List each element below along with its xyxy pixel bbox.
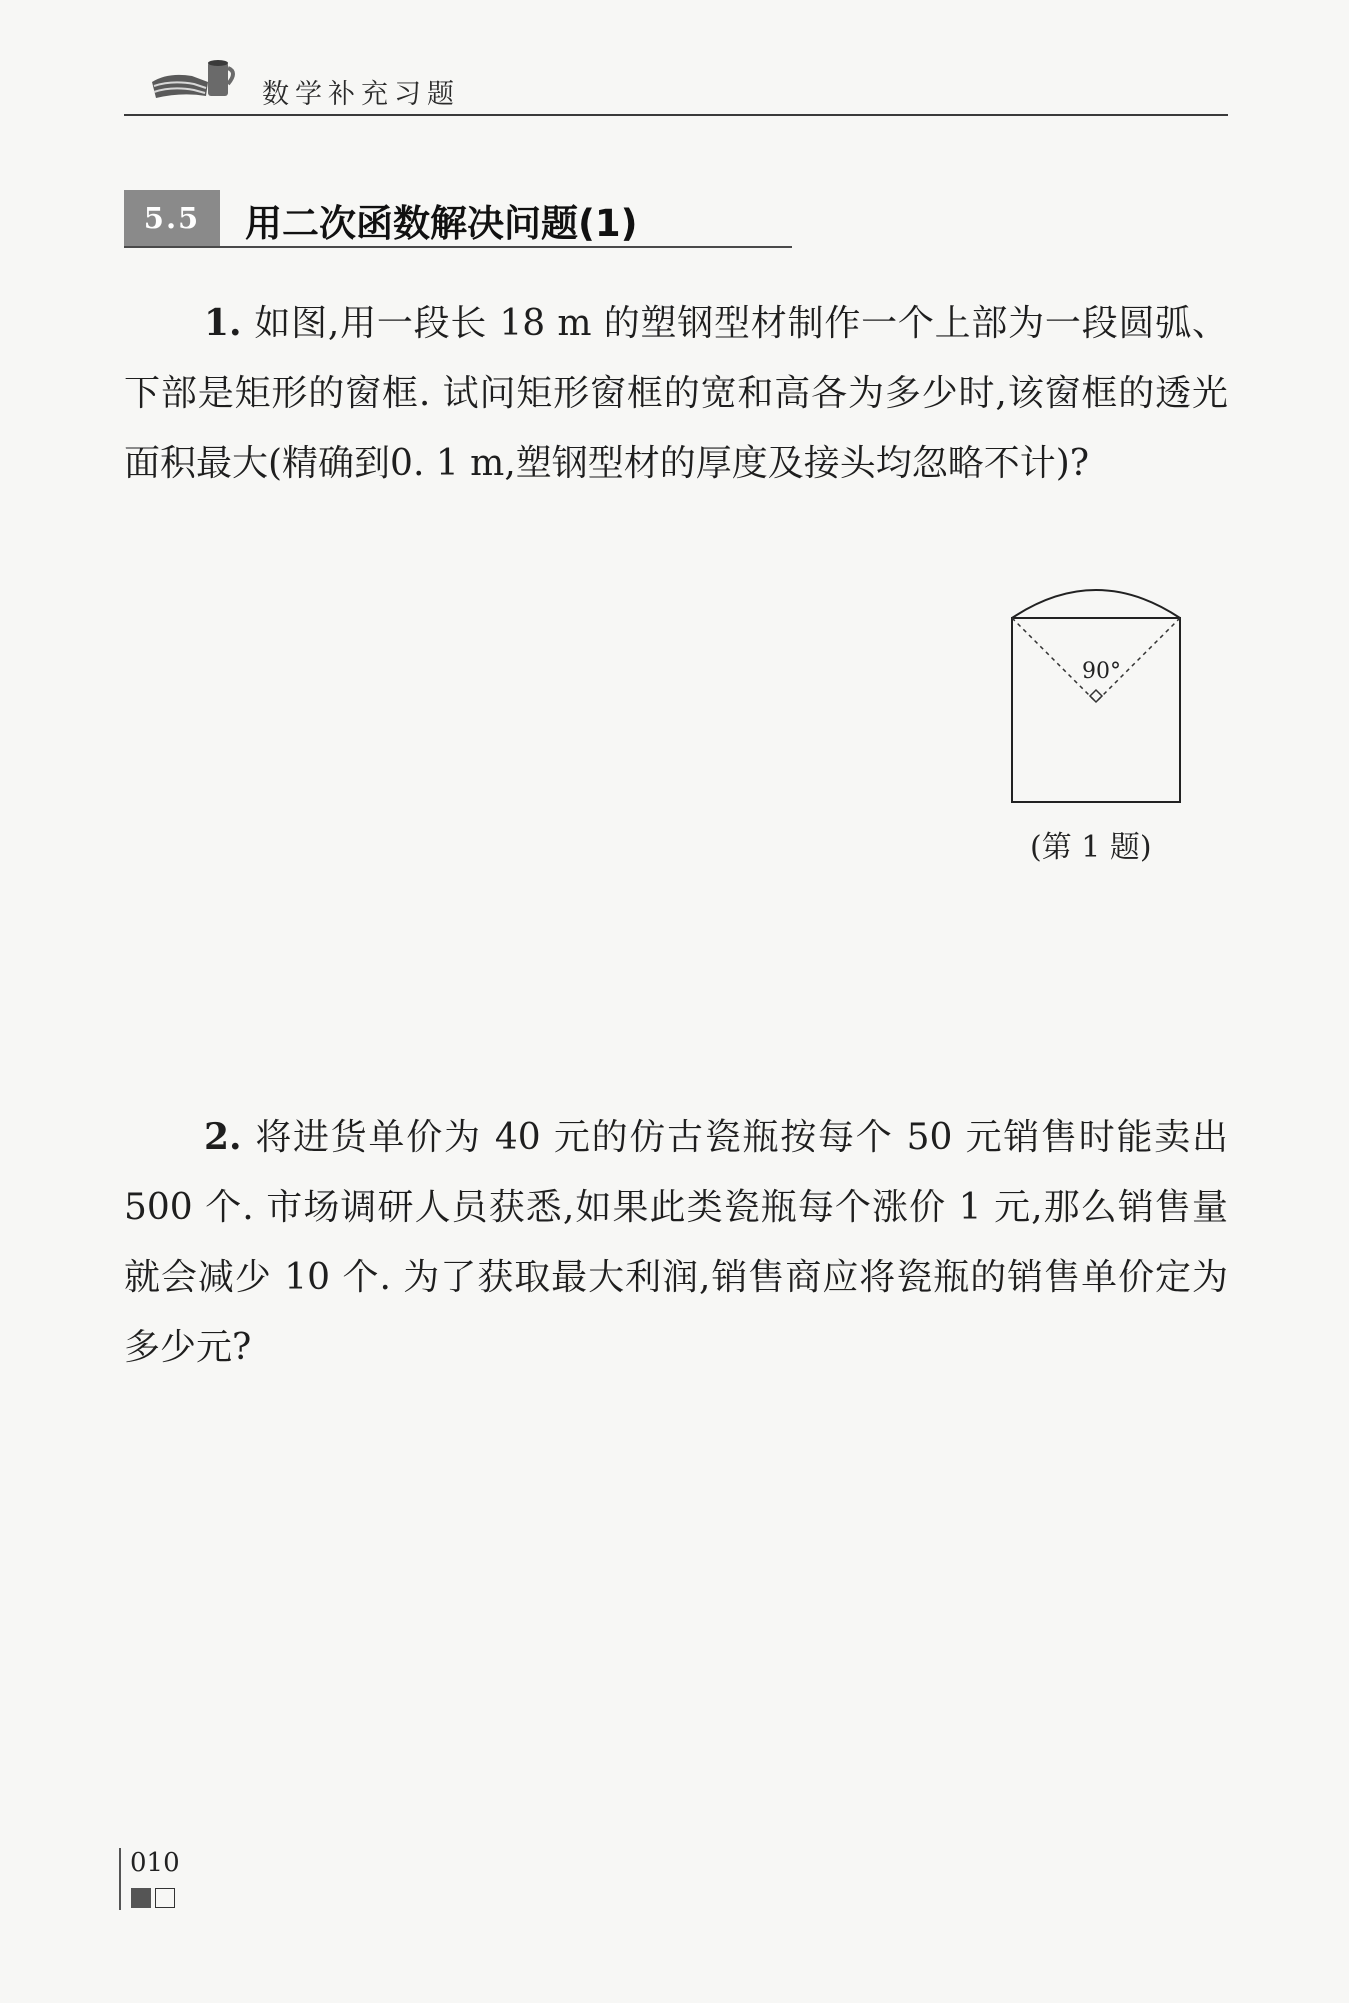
problem-2-text: 将进货单价为 40 元的仿古瓷瓶按每个 50 元销售时能卖出 500 个. 市场调研人员获悉,如果此类瓷瓶每个涨价 1 元,那么销售量就会减少 10 个. 为了获取最大利润,销售商应将瓷瓶的销售单价定为多少元? bbox=[124, 1117, 1228, 1368]
page-number: 010 bbox=[130, 1848, 180, 1878]
header-rule bbox=[124, 114, 1228, 116]
section-number-badge: 5.5 bbox=[124, 190, 220, 246]
window-frame-figure bbox=[1000, 570, 1200, 810]
arc-top bbox=[1012, 590, 1180, 618]
problem-1-number: 1. bbox=[204, 302, 242, 344]
problem-1 bbox=[124, 288, 1228, 499]
running-head: 数学补充习题 bbox=[262, 79, 460, 110]
problem-2 bbox=[124, 1102, 1228, 1383]
angle-label: 90° bbox=[1082, 659, 1121, 684]
rectangle-frame bbox=[1012, 618, 1180, 802]
book-with-mug-icon bbox=[148, 52, 238, 108]
page-number-rule bbox=[119, 1848, 121, 1910]
problem-1-text: 如图,用一段长 18 m 的塑钢型材制作一个上部为一段圆弧、下部是矩形的窗框. 试问矩形窗框的宽和高各为多少时,该窗框的透光面积最大(精确到0. 1 m,塑钢型材的厚度及接头均忽略不计)? bbox=[124, 303, 1228, 484]
problem-2-number: 2. bbox=[204, 1116, 242, 1158]
right-angle-mark bbox=[1090, 690, 1102, 702]
page-marker-filled-box bbox=[131, 1888, 151, 1908]
section-rule bbox=[124, 246, 792, 248]
page-marker-empty-box bbox=[155, 1888, 175, 1908]
figure-1-caption: (第 1 题) bbox=[1030, 830, 1152, 865]
section-title: 用二次函数解决问题(1) bbox=[245, 202, 638, 245]
